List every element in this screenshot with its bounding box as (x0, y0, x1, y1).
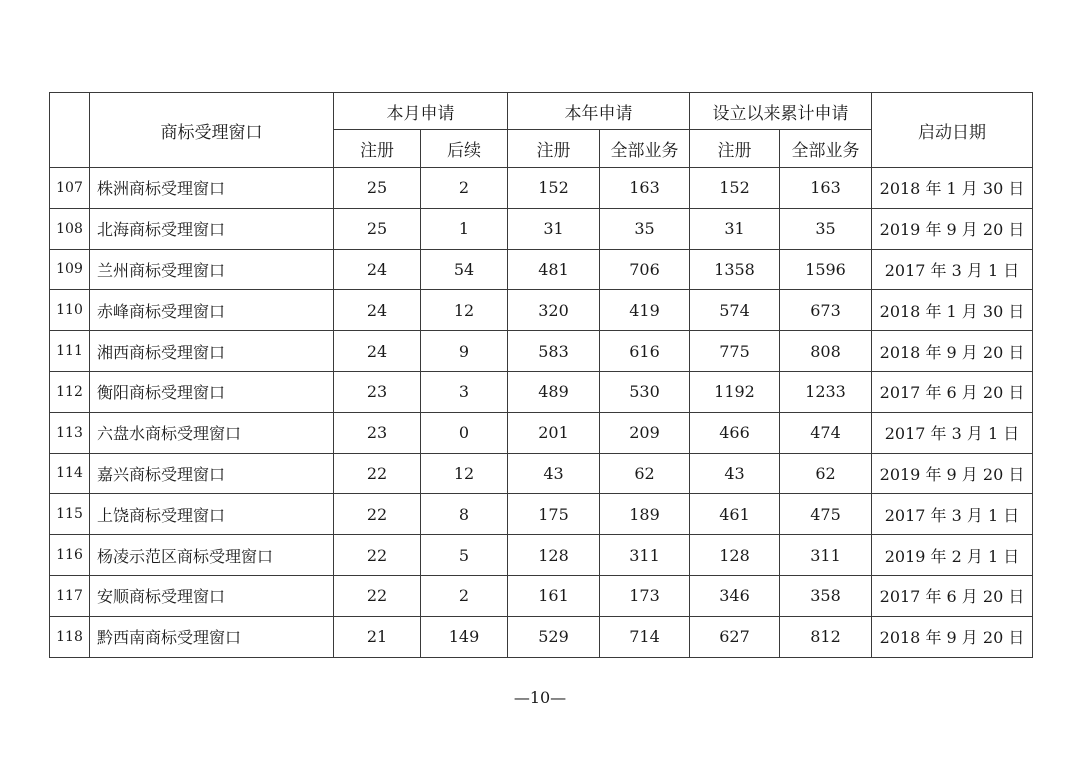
table-row (50, 331, 1033, 372)
month-follow-up-count: 8 (421, 494, 508, 535)
month-follow-up-count: 0 (421, 412, 508, 453)
month-register-count: 24 (334, 249, 421, 290)
window-name: 杨凌示范区商标受理窗口 (90, 535, 334, 576)
header-year-all-business: 全部业务 (600, 130, 690, 168)
year-all-business-count: 311 (600, 535, 690, 576)
cumulative-all-business-count: 62 (780, 453, 872, 494)
year-register-count: 31 (508, 208, 600, 249)
cumulative-register-count: 1358 (690, 249, 780, 290)
year-register-count: 175 (508, 494, 600, 535)
cumulative-all-business-count: 475 (780, 494, 872, 535)
year-all-business-count: 714 (600, 616, 690, 657)
start-date: 2018 年 9 月 20 日 (872, 616, 1033, 657)
start-date: 2017 年 6 月 20 日 (872, 575, 1033, 616)
year-all-business-count: 163 (600, 168, 690, 209)
cumulative-all-business-count: 1596 (780, 249, 872, 290)
start-date: 2018 年 1 月 30 日 (872, 168, 1033, 209)
year-register-count: 481 (508, 249, 600, 290)
start-date: 2019 年 9 月 20 日 (872, 208, 1033, 249)
year-all-business-count: 706 (600, 249, 690, 290)
window-name: 六盘水商标受理窗口 (90, 412, 334, 453)
year-all-business-count: 530 (600, 371, 690, 412)
header-month-register: 注册 (334, 130, 421, 168)
window-name: 湘西商标受理窗口 (90, 331, 334, 372)
start-date: 2019 年 9 月 20 日 (872, 453, 1033, 494)
trademark-window-table (49, 92, 1033, 658)
year-all-business-count: 173 (600, 575, 690, 616)
cumulative-register-count: 574 (690, 290, 780, 331)
month-register-count: 22 (334, 575, 421, 616)
month-register-count: 23 (334, 412, 421, 453)
cumulative-register-count: 461 (690, 494, 780, 535)
row-index: 115 (50, 494, 90, 535)
month-register-count: 25 (334, 208, 421, 249)
month-register-count: 25 (334, 168, 421, 209)
table-row (50, 575, 1033, 616)
cumulative-all-business-count: 358 (780, 575, 872, 616)
month-follow-up-count: 12 (421, 290, 508, 331)
row-index: 113 (50, 412, 90, 453)
header-window: 商标受理窗口 (90, 93, 334, 168)
cumulative-all-business-count: 35 (780, 208, 872, 249)
cumulative-register-count: 31 (690, 208, 780, 249)
header-month-group: 本月申请 (334, 93, 508, 130)
table-row (50, 412, 1033, 453)
row-index: 118 (50, 616, 90, 657)
row-index: 110 (50, 290, 90, 331)
cumulative-register-count: 466 (690, 412, 780, 453)
month-follow-up-count: 149 (421, 616, 508, 657)
year-register-count: 152 (508, 168, 600, 209)
row-index: 111 (50, 331, 90, 372)
start-date: 2017 年 3 月 1 日 (872, 494, 1033, 535)
month-register-count: 23 (334, 371, 421, 412)
cumulative-all-business-count: 163 (780, 168, 872, 209)
month-follow-up-count: 2 (421, 168, 508, 209)
month-follow-up-count: 54 (421, 249, 508, 290)
window-name: 嘉兴商标受理窗口 (90, 453, 334, 494)
year-all-business-count: 616 (600, 331, 690, 372)
year-register-count: 43 (508, 453, 600, 494)
row-index: 112 (50, 371, 90, 412)
window-name: 赤峰商标受理窗口 (90, 290, 334, 331)
month-follow-up-count: 1 (421, 208, 508, 249)
cumulative-all-business-count: 311 (780, 535, 872, 576)
cumulative-register-count: 1192 (690, 371, 780, 412)
year-all-business-count: 209 (600, 412, 690, 453)
start-date: 2018 年 9 月 20 日 (872, 331, 1033, 372)
cumulative-register-count: 346 (690, 575, 780, 616)
table-row (50, 168, 1033, 209)
month-follow-up-count: 12 (421, 453, 508, 494)
header-cumulative-group: 设立以来累计申请 (690, 93, 872, 130)
window-name: 上饶商标受理窗口 (90, 494, 334, 535)
table-row (50, 494, 1033, 535)
month-follow-up-count: 3 (421, 371, 508, 412)
cumulative-all-business-count: 812 (780, 616, 872, 657)
window-name: 衡阳商标受理窗口 (90, 371, 334, 412)
table-row (50, 208, 1033, 249)
header-month-follow-up: 后续 (421, 130, 508, 168)
table-row (50, 371, 1033, 412)
cumulative-register-count: 775 (690, 331, 780, 372)
month-register-count: 21 (334, 616, 421, 657)
year-all-business-count: 62 (600, 453, 690, 494)
header-index (50, 93, 90, 168)
year-register-count: 201 (508, 412, 600, 453)
table-row (50, 290, 1033, 331)
month-follow-up-count: 2 (421, 575, 508, 616)
cumulative-register-count: 152 (690, 168, 780, 209)
year-all-business-count: 189 (600, 494, 690, 535)
month-follow-up-count: 9 (421, 331, 508, 372)
month-register-count: 22 (334, 494, 421, 535)
month-follow-up-count: 5 (421, 535, 508, 576)
row-index: 108 (50, 208, 90, 249)
window-name: 兰州商标受理窗口 (90, 249, 334, 290)
header-year-register: 注册 (508, 130, 600, 168)
start-date: 2019 年 2 月 1 日 (872, 535, 1033, 576)
start-date: 2017 年 3 月 1 日 (872, 412, 1033, 453)
row-index: 109 (50, 249, 90, 290)
year-register-count: 161 (508, 575, 600, 616)
row-index: 116 (50, 535, 90, 576)
window-name: 株洲商标受理窗口 (90, 168, 334, 209)
month-register-count: 24 (334, 290, 421, 331)
cumulative-all-business-count: 1233 (780, 371, 872, 412)
month-register-count: 22 (334, 453, 421, 494)
page-number: —10— (513, 688, 567, 707)
window-name: 黔西南商标受理窗口 (90, 616, 334, 657)
header-year-group: 本年申请 (508, 93, 690, 130)
year-register-count: 529 (508, 616, 600, 657)
table-row (50, 453, 1033, 494)
cumulative-register-count: 627 (690, 616, 780, 657)
row-index: 117 (50, 575, 90, 616)
year-register-count: 583 (508, 331, 600, 372)
header-cumulative-register: 注册 (690, 130, 780, 168)
window-name: 北海商标受理窗口 (90, 208, 334, 249)
cumulative-register-count: 43 (690, 453, 780, 494)
table-body (50, 168, 1033, 658)
year-register-count: 489 (508, 371, 600, 412)
year-all-business-count: 419 (600, 290, 690, 331)
cumulative-register-count: 128 (690, 535, 780, 576)
cumulative-all-business-count: 808 (780, 331, 872, 372)
cumulative-all-business-count: 474 (780, 412, 872, 453)
start-date: 2018 年 1 月 30 日 (872, 290, 1033, 331)
row-index: 114 (50, 453, 90, 494)
month-register-count: 24 (334, 331, 421, 372)
cumulative-all-business-count: 673 (780, 290, 872, 331)
header-start-date: 启动日期 (872, 93, 1033, 168)
year-register-count: 128 (508, 535, 600, 576)
header-cumulative-all-business: 全部业务 (780, 130, 872, 168)
table-row (50, 249, 1033, 290)
start-date: 2017 年 3 月 1 日 (872, 249, 1033, 290)
table-row (50, 535, 1033, 576)
year-register-count: 320 (508, 290, 600, 331)
year-all-business-count: 35 (600, 208, 690, 249)
start-date: 2017 年 6 月 20 日 (872, 371, 1033, 412)
table-row (50, 616, 1033, 657)
row-index: 107 (50, 168, 90, 209)
window-name: 安顺商标受理窗口 (90, 575, 334, 616)
month-register-count: 22 (334, 535, 421, 576)
